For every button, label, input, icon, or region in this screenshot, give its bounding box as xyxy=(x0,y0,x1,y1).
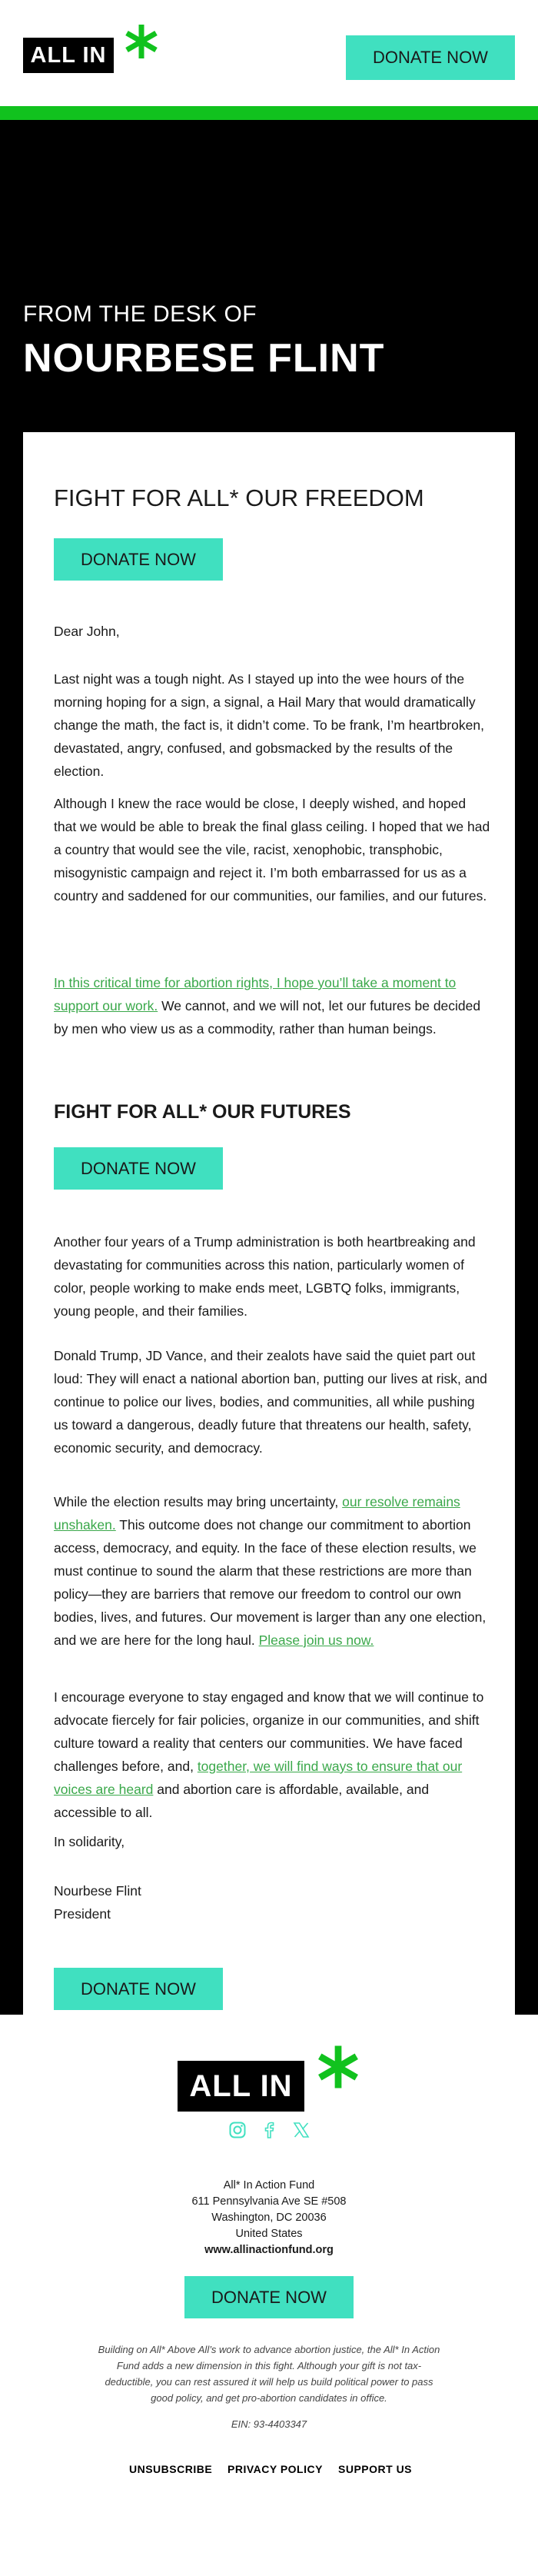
donate-button-1[interactable] xyxy=(54,538,223,581)
paragraph-4: Another four years of a Trump administration is both heartbreaking and devastating for communities across this nation, particularly women of color, people working to make ends meet, LGBTQ folks, immigrants, young people, and their families. xyxy=(54,1234,476,1319)
unsubscribe-link[interactable]: UNSUBSCRIBE xyxy=(129,2463,213,2475)
paragraph-7 xyxy=(54,1686,492,1824)
donate-label-2: DONATE NOW xyxy=(81,1158,196,1178)
paragraph-6-text-a: While the election results may bring uncertainty, xyxy=(54,1494,343,1509)
footer-street: 611 Pennsylvania Ave SE #508 xyxy=(191,2195,347,2208)
support-link[interactable]: In this critical time for abortion rights, I hope you’ll take a moment to support our work. xyxy=(54,975,457,1013)
section-subtitle: FIGHT FOR ALL* OUR FUTURES xyxy=(54,1101,351,1123)
x-icon[interactable] xyxy=(292,2121,311,2139)
header xyxy=(0,0,538,106)
paragraph-7-text-b: and abortion care is affordable, available, and accessible to all. xyxy=(54,1782,430,1820)
footer-logo[interactable] xyxy=(178,2061,304,2112)
asterisk-icon xyxy=(315,2044,361,2090)
closing: In solidarity, xyxy=(54,1834,125,1849)
letter-title: FIGHT FOR ALL* OUR FREEDOM xyxy=(54,484,424,511)
green-divider xyxy=(0,106,538,120)
paragraph-2: Although I knew the race would be close, I deeply wished, and hoped that we would be able to break the final glass ceiling. I hoped that we had a country that would see the vile, racist, xenophobic, transphobic, misogynistic campaign and reject it. I’m both embarrassed for us as a country and saddened for our communities, our families, and our futures. xyxy=(54,796,490,904)
resolve-link[interactable]: our resolve remains unshaken. xyxy=(54,1494,460,1533)
asterisk-icon xyxy=(123,23,160,60)
support-us-link[interactable]: SUPPORT US xyxy=(338,2463,413,2475)
paragraph-6-text-b: This outcome does not change our commitment to abortion access, democracy, and equity. In the face of these election results, we must continue to sound the alarm that these restrictions are more than policy—they are barriers that remove our freedom to control our own bodies, lives, and futures. Our movement is larger than any one election, and we are here for the long haul. xyxy=(54,1517,487,1648)
logo-text: ALL IN xyxy=(30,42,107,68)
donate-label-1: DONATE NOW xyxy=(81,549,196,569)
footer-donate-button[interactable] xyxy=(184,2276,354,2318)
letter-card xyxy=(23,432,515,2076)
author-name: NOURBESE FLINT xyxy=(23,336,385,381)
signature-title: President xyxy=(54,1906,111,1922)
salutation: Dear John, xyxy=(54,624,120,639)
facebook-icon[interactable] xyxy=(260,2121,278,2139)
footer xyxy=(0,2015,538,2576)
donate-button-3[interactable] xyxy=(54,1968,223,2010)
voices-link[interactable]: together, we will find ways to ensure that our voices are heard xyxy=(54,1759,463,1797)
footer-city: Washington, DC 20036 xyxy=(211,2212,327,2224)
paragraph-3 xyxy=(54,971,492,1040)
footer-ein: EIN: 93-4403347 xyxy=(231,2418,307,2430)
logo[interactable] xyxy=(23,38,114,73)
header-donate-label: DONATE NOW xyxy=(373,48,488,67)
header-donate-button[interactable] xyxy=(346,35,515,80)
privacy-policy-link[interactable]: PRIVACY POLICY xyxy=(227,2463,323,2475)
footer-logo-text: ALL IN xyxy=(189,2068,293,2103)
donate-label-3: DONATE NOW xyxy=(81,1979,196,1999)
paragraph-1: Last night was a tough night. As I stayed up into the wee hours of the morning hoping for a sign, a signal, a Hail Mary that would dramatically change the math, the fact is, it didn’t come. To be frank, I’m heartbroken, devastated, angry, confused, and gobsmacked by the results of the election. xyxy=(54,671,484,779)
paragraph-6 xyxy=(54,1490,492,1652)
donate-button-2[interactable] xyxy=(54,1147,223,1190)
paragraph-7-text-a: I encourage everyone to stay engaged and know that we will continue to advocate fiercely for fair policies, organize in our communities, and shift culture toward a reality that centers our communities. We have faced challenges before, and, xyxy=(54,1689,484,1774)
paragraph-5: Donald Trump, JD Vance, and their zealots have said the quiet part out loud: They will enact a national abortion ban, putting our lives at risk, and continue to police our lives, bodies, and communities, all while pushing us toward a dangerous, deadly future that threatens our health, safety, economic security, and democracy. xyxy=(54,1348,487,1456)
signature-name: Nourbese Flint xyxy=(54,1883,141,1899)
paragraph-3-text: We cannot, and we will not, let our futures be decided by men who view us as a commodity, rather than human beings. xyxy=(54,998,481,1037)
footer-org: All* In Action Fund xyxy=(223,2179,315,2192)
main-section xyxy=(0,120,538,2015)
footer-disclaimer: Building on All* Above All’s work to advance abortion justice, the All* In Action Fund adds a new dimension in this fight. Although your gift is not tax-deductible, you can rest assured it will help us build political power to pass good policy, and get pro-abortion candidates in office. xyxy=(98,2344,440,2404)
footer-country: United States xyxy=(235,2228,303,2240)
footer-website-link[interactable]: www.allinactionfund.org xyxy=(204,2244,334,2256)
join-link[interactable]: Please join us now. xyxy=(258,1632,374,1648)
instagram-icon[interactable] xyxy=(228,2121,247,2139)
from-label: FROM THE DESK OF xyxy=(23,301,257,327)
footer-donate-label: DONATE NOW xyxy=(211,2287,327,2307)
